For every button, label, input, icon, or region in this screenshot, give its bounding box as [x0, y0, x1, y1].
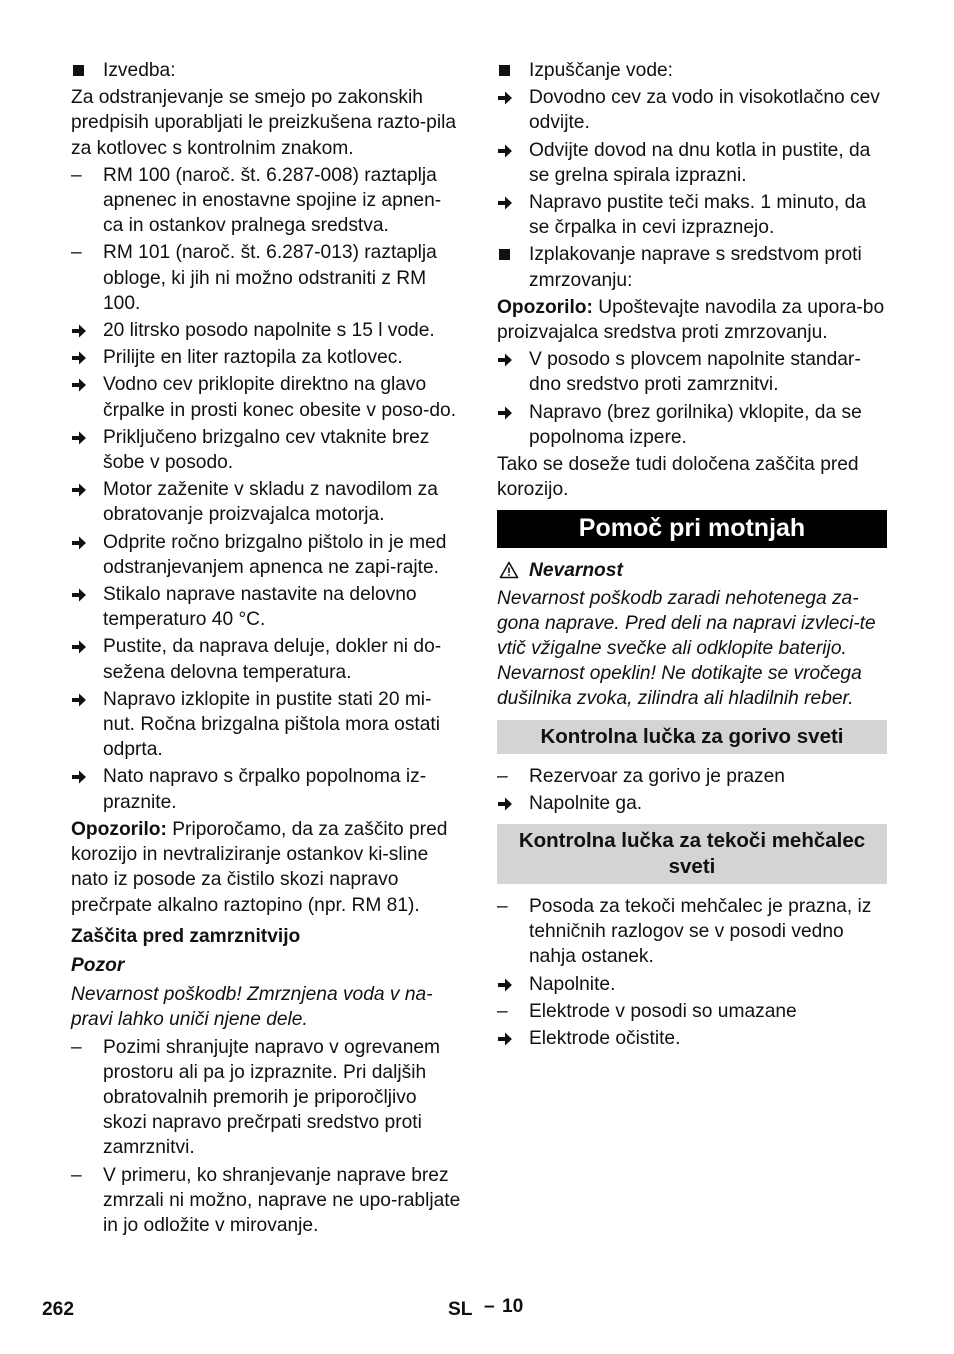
step-item [497, 972, 887, 997]
step-text: Napravo pustite teči maks. 1 minuto, da se črpalka in cevi izpraznejo. [529, 192, 867, 239]
footer-separator: – [484, 1296, 495, 1317]
section-page-number: 10 [502, 1296, 524, 1317]
step-text: Motor zaženite v skladu z navodilom za obratovanje proizvajalca motorja. [103, 479, 438, 526]
list-item-text: Pozimi shranjujte napravo v ogrevanem prostoru ali pa jo izpraznite. Pri daljših obratovalnih premorih je priporočljivo skozi napravo prečrpati sredstvo proti zamrznitvi. [103, 1036, 441, 1159]
step-item [71, 477, 461, 527]
step-item [497, 85, 887, 135]
note-label: Opozorilo: [497, 296, 593, 318]
step-item [71, 582, 461, 632]
subsection-heading: Kontrolna lučka za gorivo sveti [497, 720, 887, 754]
list-item [71, 240, 461, 316]
list-item-text: Izplakovanje naprave s sredstvom proti zmrzovanju: [529, 244, 862, 291]
step-text: Odvijte dovod na dnu kotla in pustite, da se grelna spirala izprazni. [529, 139, 871, 186]
danger-title-text: Nevarnost [529, 560, 623, 582]
subsection-heading: Kontrolna lučka za tekoči mehčalec sveti [497, 824, 887, 884]
step-item [71, 318, 461, 343]
step-item [497, 190, 887, 240]
list-item [71, 1163, 461, 1239]
note-paragraph [497, 295, 887, 345]
list-item [71, 1035, 461, 1161]
list-item [497, 999, 887, 1024]
step-item [497, 791, 887, 816]
step-text: V posodo s plovcem napolnite standar-dno sredstvo proti zamrznitvi. [529, 349, 861, 396]
danger-title [497, 558, 887, 583]
step-item [497, 347, 887, 397]
section-heading: Pomoč pri motnjah [497, 510, 887, 548]
right-column [497, 58, 887, 1053]
step-text: Napolnite. [529, 973, 616, 995]
note-label: Opozorilo: [71, 818, 167, 840]
step-text: Pustite, da naprava deluje, dokler ni do-sežena delovna temperatura. [103, 636, 442, 683]
step-item [71, 372, 461, 422]
left-column [71, 58, 461, 1240]
list-item [497, 58, 887, 83]
step-text: Napolnite ga. [529, 792, 643, 814]
list-item-text: Izvedba: [103, 60, 176, 81]
list-item-text: V primeru, ko shranjevanje naprave brez zmrzali ni možno, naprave ne upo-rabljate in jo odložite v mirovanje. [103, 1164, 461, 1236]
list-item [71, 163, 461, 239]
warning-triangle-icon [499, 561, 519, 579]
list-item-text: Izpuščanje vode: [529, 60, 673, 81]
list-item-text: Rezervoar za gorivo je prazen [529, 765, 785, 787]
step-text: Vodno cev priklopite direktno na glavo črpalke in prosti konec obesite v poso-do. [103, 374, 457, 421]
section-subheading: Zaščita pred zamrznitvijo [71, 925, 301, 947]
page-number: 262 [42, 1299, 75, 1320]
caution-text: Nevarnost poškodb! Zmrznjena voda v na-pravi lahko uniči njene dele. [71, 984, 433, 1031]
list-item-text: RM 101 (naroč. št. 6.287-013) raztaplja obloge, ki jih ni možno odstraniti z RM 100. [103, 242, 437, 314]
step-text: Odprite ročno brizgalno pištolo in je med odstranjevanjem apnenca ne zapi-rajte. [103, 531, 447, 578]
step-text: Nato napravo s črpalko popolnoma iz-praznite. [103, 766, 427, 813]
step-item [497, 1026, 887, 1051]
list-item-text: RM 100 (naroč. št. 6.287-008) raztaplja apnenec in enostavne spojine iz apnen-ca in ostankov pralnega sredstva. [103, 164, 442, 237]
language-code: SL [448, 1299, 473, 1320]
step-item [71, 687, 461, 763]
step-text: Napravo izklopite in pustite stati 20 mi-nut. Ročna brizgalna pištola mora ostati odprta. [103, 688, 441, 761]
list-item [497, 242, 887, 292]
list-item [497, 894, 887, 970]
danger-text: Nevarnost poškodb zaradi nehotenega za-gona naprave. Pred deli na napravi izvleci-te vtič vžigalne svečke ali odklopite baterijo. Nevarnost opeklin! Ne dotikajte se vročega dušilnika zvoka, zilindra ali hladilnih reber. [497, 587, 876, 710]
step-text: Prilijte en liter raztopila za kotlovec. [103, 347, 403, 369]
paragraph: Tako se doseže tudi določena zaščita pred korozijo. [497, 454, 859, 501]
list-item-text: Elektrode v posodi so umazane [529, 1000, 797, 1022]
list-item [497, 764, 887, 789]
step-text: Stikalo naprave nastavite na delovno temperaturo 40 °C. [103, 584, 417, 631]
step-item [71, 634, 461, 684]
paragraph: Za odstranjevanje se smejo po zakonskih predpisih uporabljati le preizkušena razto-pila za kotlovec s kontrolnim znakom. [71, 87, 457, 159]
list-item [71, 58, 461, 83]
step-item [497, 400, 887, 450]
note-paragraph [71, 817, 461, 918]
step-item [71, 764, 461, 814]
caution-title: Pozor [71, 954, 125, 976]
step-item [497, 138, 887, 188]
step-text: Dovodno cev za vodo in visokotlačno cev odvijte. [529, 87, 880, 134]
step-text: Napravo (brez gorilnika) vklopite, da se popolnoma izpere. [529, 401, 862, 448]
step-text: 20 litrsko posodo napolnite s 15 l vode. [103, 320, 435, 342]
note-text: Priporočamo, da za zaščito pred korozijo in nevtraliziranje ostankov ki-sline nato iz posode za čistilo skozi napravo prečrpate alkalno raztopino (npr. RM 81). [71, 818, 448, 916]
step-item [71, 425, 461, 475]
note-text: Upoštevajte navodila za upora-bo proizvajalca sredstva proti zmrzovanju. [497, 296, 885, 344]
step-item [71, 530, 461, 580]
list-item-text: Posoda za tekoči mehčalec je prazna, iz tehničnih razlogov se v posodi vedno nahja ostanek. [529, 896, 872, 968]
step-text: Priključeno brizgalno cev vtaknite brez šobe v posodo. [103, 426, 430, 474]
step-text: Elektrode očistite. [529, 1028, 681, 1050]
step-item [71, 345, 461, 370]
